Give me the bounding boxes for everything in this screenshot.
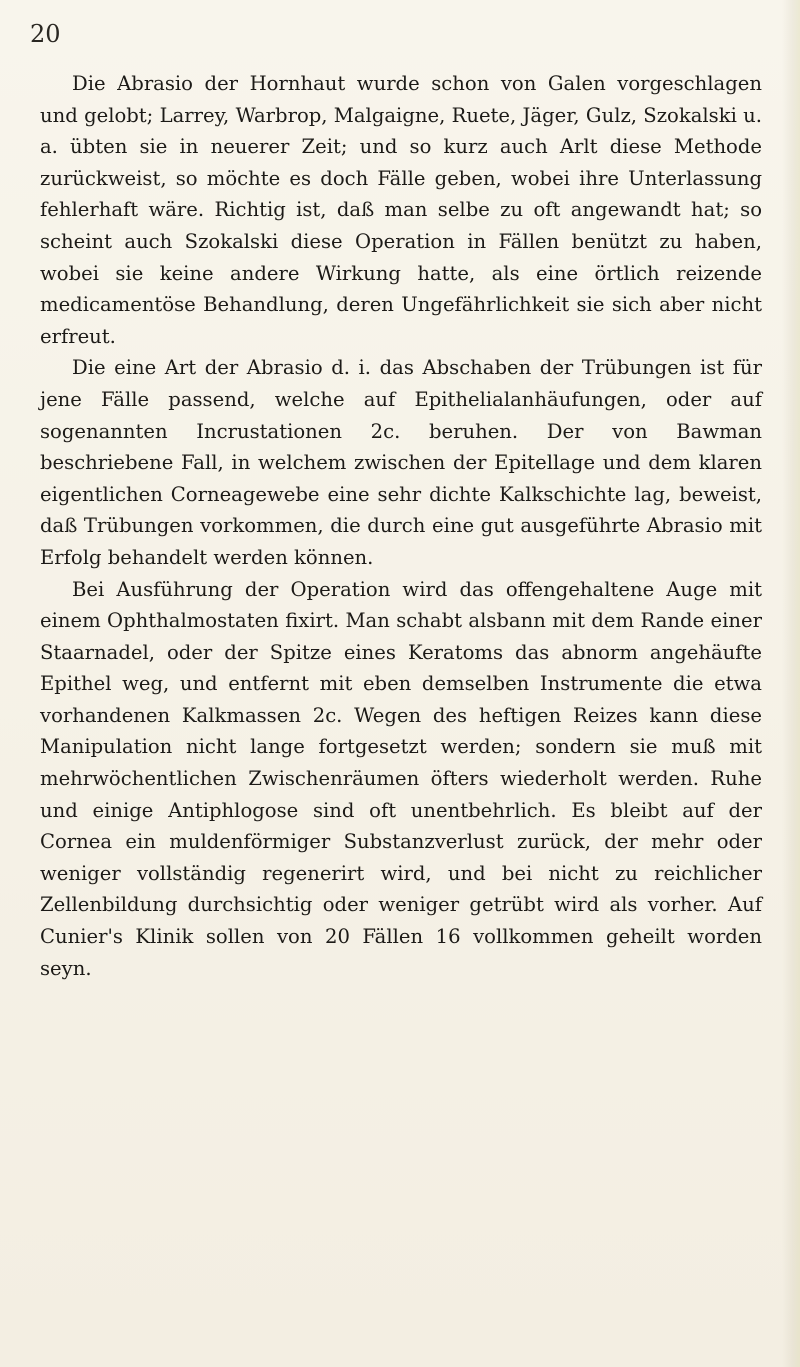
body-text xyxy=(40,68,762,984)
paragraph: Die Abrasio der Hornhaut wurde schon von Galen vorgeschlagen und gelobt; Larrey, Warbrop, Malgaigne, Ruete, Jäger, Gulz, Szokalski u. a. übten sie in neuerer Zeit; und so kurz auch Arlt diese Methode zurückweist, so möchte es doch Fälle geben, wobei ihre Unterlassung fehlerhaft wäre. Richtig ist, daß man selbe zu oft angewandt hat; so scheint auch Szokalski diese Operation in Fällen benützt zu haben, wobei sie keine andere Wirkung hatte, als eine örtlich reizende medicamentöse Behandlung, deren Ungefährlichkeit sie sich aber nicht erfreut. xyxy=(40,72,762,348)
page-number: 20 xyxy=(30,20,61,48)
page-edge-shadow xyxy=(782,0,800,1367)
paragraph: Die eine Art der Abrasio d. i. das Abschaben der Trübungen ist für jene Fälle passend, welche auf Epithelialanhäufungen, oder auf sogenannten Incrustationen 2c. beruhen. Der von Bawman beschriebene Fall, in welchem zwischen der Epitellage und dem klaren eigentlichen Corneagewebe eine sehr dichte Kalkschichte lag, beweist, daß Trübungen vorkommen, die durch eine gut ausgeführte Abrasio mit Erfolg behandelt werden können. xyxy=(40,356,762,569)
paragraph: Bei Ausführung der Operation wird das offengehaltene Auge mit einem Ophthalmostaten fixirt. Man schabt alsbann mit dem Rande einer Staarnadel, oder der Spitze eines Keratoms das abnorm angehäufte Epithel weg, und entfernt mit eben demselben Instrumente die etwa vorhandenen Kalkmassen 2c. Wegen des heftigen Reizes kann diese Manipulation nicht lange fortgesetzt werden; sondern sie muß mit mehrwöchentlichen Zwischenräumen öfters wiederholt werden. Ruhe und einige Antiphlogose sind oft unentbehrlich. Es bleibt auf der Cornea ein muldenförmiger Substanzverlust zurück, der mehr oder weniger vollständig regenerirt wird, und bei nicht zu reichlicher Zellenbildung durchsichtig oder weniger getrübt wird als vorher. Auf Cunier's Klinik sollen von 20 Fällen 16 vollkommen geheilt worden seyn. xyxy=(40,577,762,980)
